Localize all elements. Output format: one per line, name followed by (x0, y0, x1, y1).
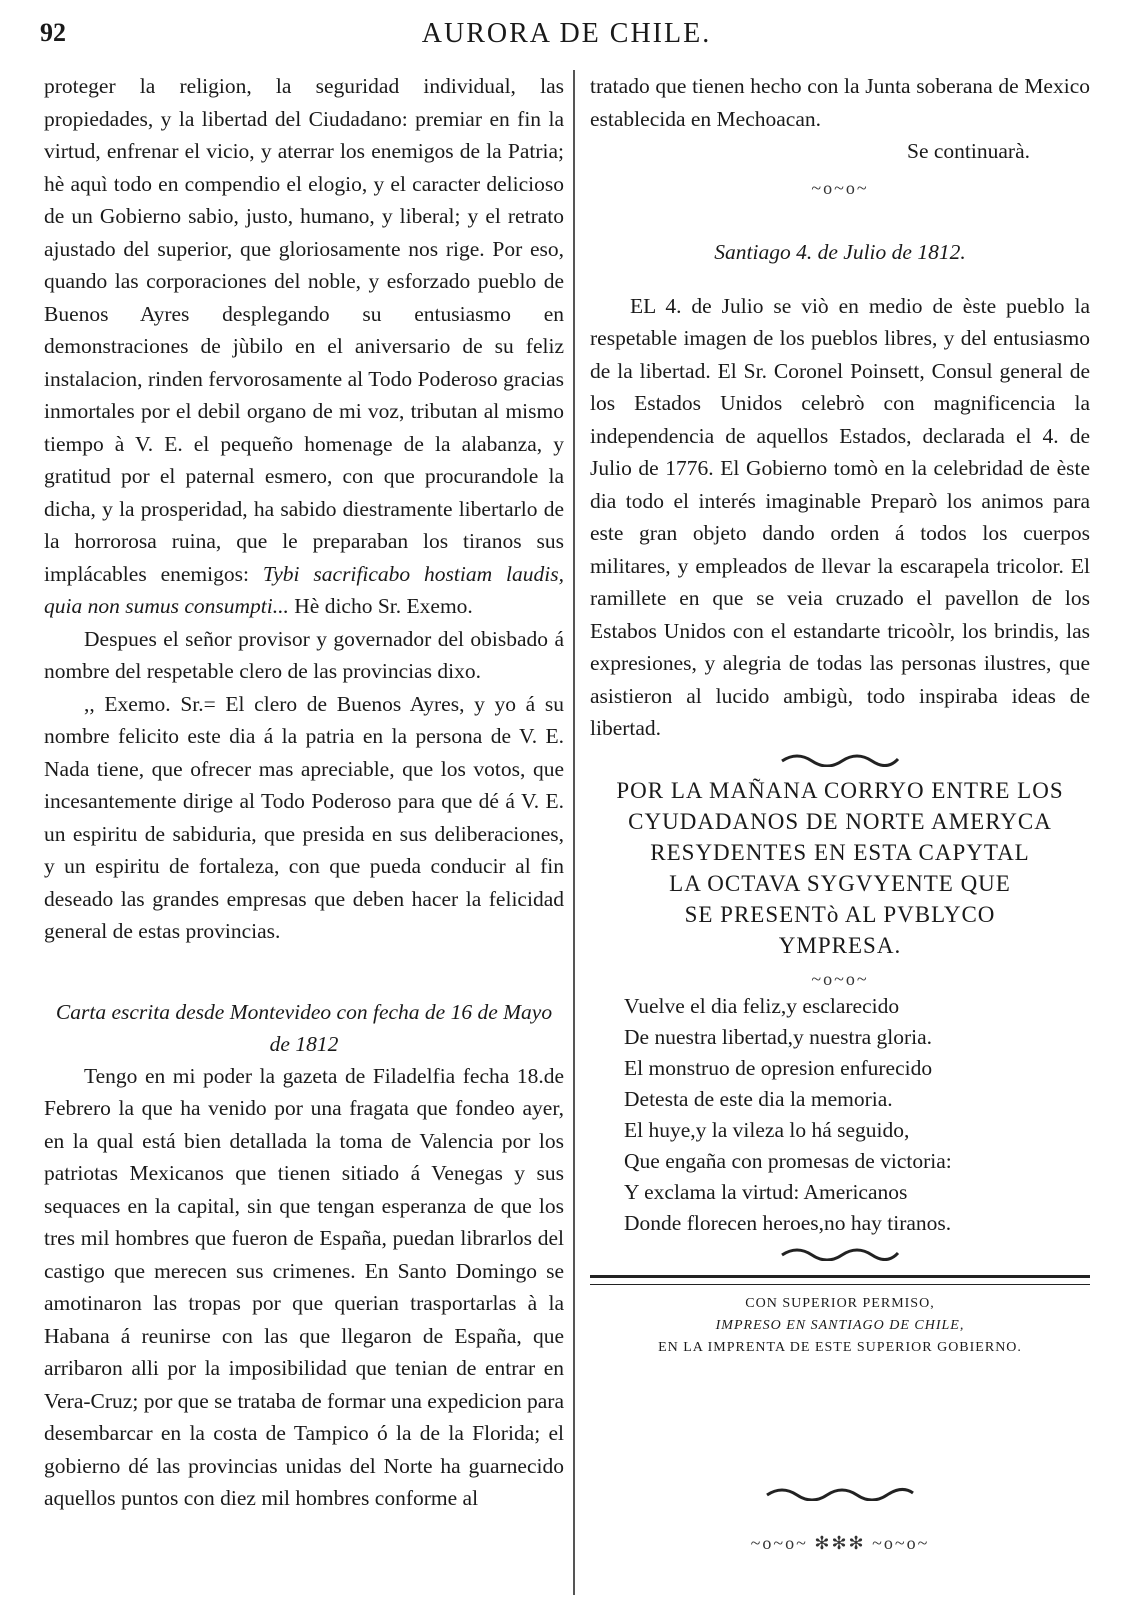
treaty-paragraph: tratado que tienen hecho con la Junta soberana de Mexico establecida en Mechoacan. (590, 74, 1090, 131)
poem-line: De nuestra libertad,y nuestra gloria. (624, 1024, 933, 1049)
ornament-footer: ~o~o~ ✻✻✻ ~o~o~ (750, 1532, 930, 1553)
latin-quote: Tybi sacrificabo hostiam laudis, quia non sumus consumpti... (44, 561, 564, 618)
continued-note: Se continuarà. (907, 139, 1030, 163)
poem-line: Vuelve el dia feliz,y esclarecido (624, 993, 900, 1018)
speech-paragraph: proteger la religion, la seguridad individual, las propiedades, y la libertad del Ciudadano: premiar en fin la virtud, enfrenar el vicio, y aterrar los enemigos de la Patria; hè aquì todo en compendio el elogio, y el caracter delicioso de un Gobierno sabio, justo, humano, y liberal; y el retrato ajustado del superior, que gloriosamente nos rige. Por eso, quando las corporaciones del noble, y esforzado pueblo de Buenos Ayres desplegando su entusiasmo en demonstraciones de jùbilo en el aniversario de su feliz instalacion, rinden fervorosamente al Todo Poderoso gracias inmortales por el debil organo de mi voz, tributan al mismo tiempo à V. E. el pequeño homenage de la alabanza, y gratitud por el paternal esmero, con que procurandole la dicha, y la prosperidad, ha sabido diestramente libertarlo de la horrorosa ruina, que le preparaban los tiranos sus implácables enemigos: Tybi sacrificabo hostiam laudis, quia non sumus consumpti... Hè dicho Sr. Exemo. (44, 74, 564, 618)
poem-octave (624, 991, 1090, 1239)
ornament-divider: ~o~o~ (811, 177, 869, 198)
provisor-paragraph: Despues el señor provisor y governador del obisbado á nombre del respetable clero de las provincias dixo. (44, 626, 564, 683)
page-number: 92 (40, 18, 66, 47)
double-rule (590, 1275, 1090, 1285)
imprint-place: IMPRESO EN SANTIAGO DE CHILE, (715, 1317, 965, 1333)
wave-ornament-middle (780, 1245, 900, 1261)
imprint-block (590, 1293, 1090, 1359)
imprint-permission: CON SUPERIOR PERMISO, (745, 1295, 935, 1311)
poem-line: Y exclama la virtud: Americanos (624, 1179, 908, 1204)
poem-line: Que engaña con promesas de victoria: (624, 1148, 952, 1173)
letter-paragraph: Tengo en mi poder la gazeta de Filadelfia fecha 18.de Febrero la que ha venido por una fragata que fondeo ayer, en la qual está bien detallada la toma de Valencia por los patriotas Mexicanos que tienen sitiado á Venegas y sus sequaces en la capital, sin que tengan esperanza de que los tres mil hombres que fueron de España, puedan librarlos del castigo que merecen sus crimenes. En Santo Domingo se amotinaron las tropas por que querian trasportarlas à la Habana á reunirse con las que llegaron de España, que arribaron alli por la imposibilidad que tenian de entrar en Vera-Cruz; por que se trataba de formar una expedicion para desembarcar en la costa de Tampico ó la de la Florida; el gobierno dé las provincias unidas del Norte ha guarnecido aquellos puntos con diez mil hombres conforme al (44, 1063, 564, 1510)
right-column (590, 70, 1090, 1555)
poem-line: Detesta de este dia la memoria. (624, 1086, 893, 1111)
ornament-divider-small: ~o~o~ (811, 968, 869, 989)
column-divider (573, 70, 575, 1595)
imprint-press: EN LA IMPRENTA DE ESTE SUPERIOR GOBIERNO. (658, 1339, 1022, 1355)
page-header (40, 10, 1093, 50)
dateline: Santiago 4. de Julio de 1812. (714, 239, 966, 264)
left-column (44, 70, 564, 1515)
clergy-speech-paragraph: ,, Exemo. Sr.= El clero de Buenos Ayres, y yo á su nombre felicito este dia á la patria en la persona de V. E. Nada tiene, que ofrecer mas apreciable, que los votos, que incesantemente dirige al Todo Poderoso para que dé á V. E. un espiritu de sabiduria, que presida en sus deliberaciones, y un espiritu de fortaleza, con que pueda conducir al fin deseado las grandes empresas que deben hacer la felicidad general de estas provincias. (44, 691, 564, 943)
poem-line: El huye,y la vileza lo há seguido, (624, 1117, 910, 1142)
notice-heading: POR LA MAÑANA CORRYO ENTRE LOS CYUDADANOS DE NORTE AMERYCA RESYDENTES EN ESTA CAPYTAL LA OCTAVA SYGVYENTE QUE SE PRESENTò AL PVBLYCO YMPRESA. (616, 777, 1064, 958)
wave-ornament-bottom (765, 1485, 915, 1501)
masthead-title: AURORA DE CHILE. (421, 18, 712, 49)
independence-paragraph: EL 4. de Julio se viò en medio de èste pueblo la respetable imagen de los pueblos libres, y del entusiasmo de la libertad. El Sr. Coronel Poinsett, Consul general de los Estados Unidos celebrò con magnificencia la independencia de aquellos Estados, declarada el 4. de Julio de 1776. El Gobierno tomò en la celebridad de èste dia todo el interés imaginable Preparò los animos para este gran objeto dando orden á todos los cuerpos militares, y empleados de llevar la escarapela tricolor. El ramillete en que se veia cruzado el pavellon de los Estabos Unidos con el estandarte tricoòlr, los brindis, las expresiones, y alegria de todas las personas ilustres, que asistieron al lucido ambigù, todo inspiraba ideas de libertad. (590, 293, 1090, 740)
wave-ornament-top (780, 751, 900, 767)
letter-title: Carta escrita desde Montevideo con fecha de 16 de Mayo de 1812 (55, 999, 553, 1056)
poem-line: El monstruo de opresion enfurecido (624, 1055, 933, 1080)
poem-line: Donde florecen heroes,no hay tiranos. (624, 1210, 952, 1235)
